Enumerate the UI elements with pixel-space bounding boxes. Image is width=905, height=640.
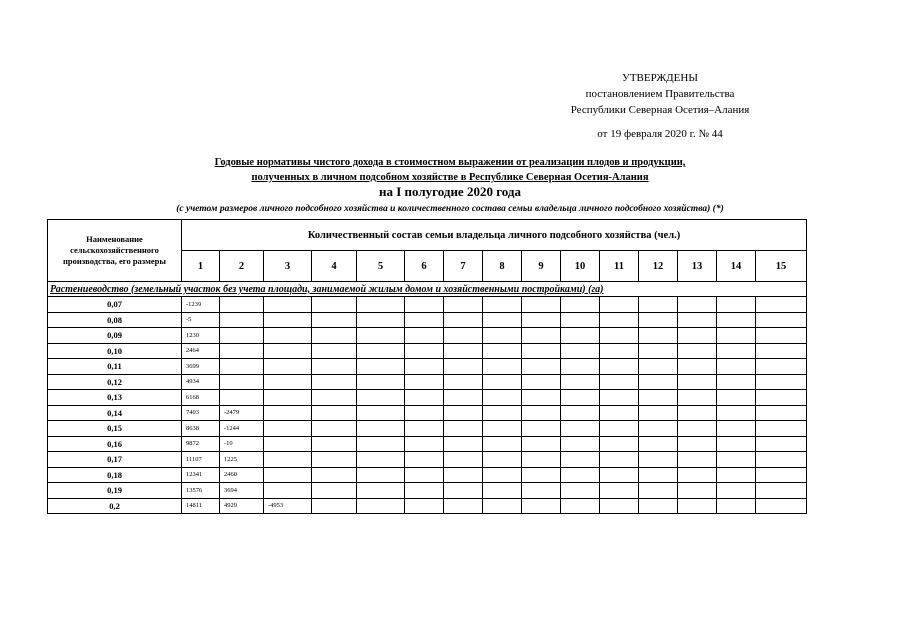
value-cell [264,390,312,406]
plot-size-cell: 0,10 [48,343,182,359]
value-cell [639,359,678,375]
value-cell [357,343,405,359]
value-cell [756,343,807,359]
value-cell [444,436,483,452]
title-line-1: Годовые нормативы чистого дохода в стоимостном выражении от реализации плодов и продукции, [214,157,686,168]
value-cell [717,483,756,499]
value-cell [717,359,756,375]
value-cell [357,467,405,483]
value-cell [717,312,756,328]
value-cell: -2479 [220,405,264,421]
value-cell [405,374,444,390]
value-cell [312,483,357,499]
value-cell [312,312,357,328]
value-cell [444,312,483,328]
value-cell [756,436,807,452]
table-row [48,467,807,483]
value-cell: 12341 [182,467,220,483]
value-cell [312,467,357,483]
value-cell [717,467,756,483]
header-family-cell: Количественный состав семьи владельца личного подсобного хозяйства (чел.) [182,220,807,251]
value-cell [678,390,717,406]
plot-size-cell: 0,08 [48,312,182,328]
value-cell [312,405,357,421]
value-cell: 3699 [182,359,220,375]
norms-table [47,219,807,514]
value-cell [639,452,678,468]
value-cell [756,328,807,344]
value-cell [483,483,522,499]
value-cell: 1225 [220,452,264,468]
value-cell: 9872 [182,436,220,452]
value-cell [312,297,357,313]
value-cell [600,312,639,328]
value-cell [264,297,312,313]
value-cell [639,498,678,514]
value-cell [717,405,756,421]
value-cell [522,374,561,390]
value-cell [678,328,717,344]
value-cell [264,452,312,468]
value-cell [600,483,639,499]
value-cell [357,359,405,375]
value-cell [357,436,405,452]
value-cell [756,421,807,437]
value-cell: 8638 [182,421,220,437]
value-cell [756,483,807,499]
value-cell [600,405,639,421]
value-cell [561,374,600,390]
value-cell [220,312,264,328]
plot-size-cell: 0,13 [48,390,182,406]
value-cell [483,452,522,468]
value-cell [678,359,717,375]
value-cell [405,405,444,421]
value-cell [444,374,483,390]
value-cell [444,343,483,359]
value-cell: 4934 [182,374,220,390]
value-cell [678,483,717,499]
value-cell [522,483,561,499]
value-cell [357,390,405,406]
value-cell [483,343,522,359]
value-cell [600,421,639,437]
value-cell: -1239 [182,297,220,313]
value-cell [264,328,312,344]
value-cell [639,436,678,452]
value-cell [600,359,639,375]
value-cell [678,343,717,359]
value-cell [444,421,483,437]
value-cell [639,343,678,359]
value-cell [600,467,639,483]
value-cell [483,421,522,437]
value-cell [405,359,444,375]
value-cell [678,297,717,313]
value-cell [312,343,357,359]
value-cell [264,343,312,359]
value-cell [717,498,756,514]
value-cell [357,328,405,344]
value-cell [444,452,483,468]
table-row [48,297,807,313]
value-cell [639,328,678,344]
value-cell [561,452,600,468]
table-row [48,390,807,406]
column-number-header: 9 [522,251,561,282]
value-cell [756,374,807,390]
value-cell [405,452,444,468]
value-cell [717,343,756,359]
value-cell [522,452,561,468]
value-cell [756,498,807,514]
column-number-header: 4 [312,251,357,282]
approval-line-3: Республики Северная Осетия–Алания [570,104,750,116]
value-cell [483,312,522,328]
value-cell: 1230 [182,328,220,344]
value-cell [312,328,357,344]
value-cell [220,297,264,313]
value-cell [756,452,807,468]
column-number-header: 10 [561,251,600,282]
value-cell [405,483,444,499]
value-cell [405,421,444,437]
value-cell [522,328,561,344]
value-cell [220,374,264,390]
table-row [48,343,807,359]
value-cell [717,374,756,390]
value-cell [312,359,357,375]
value-cell: 4929 [220,498,264,514]
value-cell [405,390,444,406]
plot-size-cell: 0,15 [48,421,182,437]
value-cell [756,390,807,406]
plot-size-cell: 0,09 [48,328,182,344]
value-cell [220,359,264,375]
column-number-header: 1 [182,251,220,282]
header-name-cell: Наименование сельскохозяйственного производства, его размеры [48,220,182,282]
value-cell [357,498,405,514]
value-cell: 7403 [182,405,220,421]
table-row [48,374,807,390]
column-number-header: 12 [639,251,678,282]
value-cell [561,343,600,359]
value-cell [483,467,522,483]
value-cell [444,390,483,406]
value-cell [312,374,357,390]
value-cell [220,343,264,359]
value-cell [264,421,312,437]
value-cell [357,483,405,499]
value-cell [522,436,561,452]
value-cell: 2460 [220,467,264,483]
value-cell [678,452,717,468]
value-cell [264,483,312,499]
value-cell [600,297,639,313]
value-cell: 14811 [182,498,220,514]
value-cell [357,374,405,390]
value-cell [717,328,756,344]
value-cell [717,297,756,313]
value-cell [522,467,561,483]
value-cell [717,452,756,468]
value-cell [561,297,600,313]
approval-date: от 19 февраля 2020 г. № 44 [597,128,723,140]
value-cell [561,359,600,375]
column-number-header: 6 [405,251,444,282]
value-cell [600,374,639,390]
value-cell [444,328,483,344]
value-cell [600,498,639,514]
value-cell: 3694 [220,483,264,499]
value-cell [220,328,264,344]
value-cell [756,359,807,375]
value-cell [717,390,756,406]
value-cell [312,421,357,437]
value-cell [357,452,405,468]
value-cell [483,498,522,514]
value-cell [405,343,444,359]
column-number-header: 8 [483,251,522,282]
value-cell [444,405,483,421]
value-cell [312,452,357,468]
value-cell [561,312,600,328]
value-cell: -4953 [264,498,312,514]
value-cell [522,390,561,406]
section-title: Растениеводство (земельный участок без учета площади, занимаемой жилым домом и хозяйственными постройками) (га) [48,282,807,297]
value-cell [444,483,483,499]
value-cell [600,328,639,344]
table-row [48,312,807,328]
table-note: (с учетом размеров личного подсобного хозяйства и количественного состава семьи владельца личного подсобного хозяйства) (*) [176,204,724,214]
value-cell [522,405,561,421]
value-cell: 6168 [182,390,220,406]
value-cell [264,405,312,421]
value-cell [678,374,717,390]
value-cell [639,297,678,313]
approval-title: УТВЕРЖДЕНЫ [622,72,698,84]
table-row [48,483,807,499]
value-cell [357,297,405,313]
value-cell [483,328,522,344]
value-cell [264,359,312,375]
value-cell [561,328,600,344]
column-number-header: 5 [357,251,405,282]
value-cell: 13576 [182,483,220,499]
value-cell [483,297,522,313]
value-cell [639,374,678,390]
value-cell [561,405,600,421]
value-cell [405,328,444,344]
value-cell [522,343,561,359]
value-cell [756,312,807,328]
approval-line-2: постановлением Правительства [585,88,735,100]
value-cell [561,467,600,483]
value-cell [483,436,522,452]
value-cell [522,498,561,514]
value-cell [405,312,444,328]
value-cell [678,498,717,514]
value-cell [756,297,807,313]
value-cell: -5 [182,312,220,328]
plot-size-cell: 0,11 [48,359,182,375]
column-number-header: 11 [600,251,639,282]
value-cell [561,436,600,452]
value-cell [561,421,600,437]
value-cell [522,312,561,328]
plot-size-cell: 0,14 [48,405,182,421]
value-cell [357,421,405,437]
value-cell [483,359,522,375]
table-row [48,328,807,344]
value-cell [561,483,600,499]
table-row [48,405,807,421]
column-number-header: 14 [717,251,756,282]
value-cell [405,297,444,313]
value-cell [483,374,522,390]
value-cell [522,297,561,313]
value-cell [639,421,678,437]
value-cell: -1244 [220,421,264,437]
table-row [48,359,807,375]
document-title [40,155,860,185]
value-cell [483,405,522,421]
table-row [48,421,807,437]
column-number-header: 7 [444,251,483,282]
plot-size-cell: 0,12 [48,374,182,390]
value-cell: 2464 [182,343,220,359]
value-cell [405,436,444,452]
value-cell [639,467,678,483]
value-cell [678,312,717,328]
value-cell [357,405,405,421]
value-cell [405,498,444,514]
plot-size-cell: 0,18 [48,467,182,483]
plot-size-cell: 0,17 [48,452,182,468]
value-cell [444,467,483,483]
value-cell [639,390,678,406]
column-number-header: 3 [264,251,312,282]
value-cell [220,390,264,406]
value-cell [561,498,600,514]
value-cell: 11107 [182,452,220,468]
table-row [48,436,807,452]
plot-size-cell: 0,07 [48,297,182,313]
approval-block [540,70,780,142]
value-cell [561,390,600,406]
value-cell [444,498,483,514]
column-number-header: 2 [220,251,264,282]
column-number-header: 15 [756,251,807,282]
value-cell [756,467,807,483]
value-cell [522,421,561,437]
value-cell [717,436,756,452]
value-cell [264,467,312,483]
table-row [48,498,807,514]
value-cell [600,390,639,406]
value-cell [264,436,312,452]
value-cell [264,374,312,390]
value-cell [405,467,444,483]
value-cell: -10 [220,436,264,452]
title-line-2: полученных в личном подсобном хозяйстве в Республике Северная Осетия-Алания [251,172,649,183]
value-cell [312,390,357,406]
section-row [48,282,807,297]
value-cell [639,483,678,499]
value-cell [639,405,678,421]
value-cell [444,359,483,375]
value-cell [678,467,717,483]
value-cell [600,452,639,468]
value-cell [600,343,639,359]
value-cell [312,498,357,514]
table-row [48,452,807,468]
value-cell [600,436,639,452]
value-cell [444,297,483,313]
value-cell [678,421,717,437]
value-cell [264,312,312,328]
value-cell [678,436,717,452]
value-cell [522,359,561,375]
plot-size-cell: 0,2 [48,498,182,514]
plot-size-cell: 0,16 [48,436,182,452]
value-cell [678,405,717,421]
value-cell [312,436,357,452]
value-cell [483,390,522,406]
column-number-header: 13 [678,251,717,282]
value-cell [639,312,678,328]
plot-size-cell: 0,19 [48,483,182,499]
value-cell [717,421,756,437]
period-title: на I полугодие 2020 года [379,184,521,199]
value-cell [756,405,807,421]
value-cell [357,312,405,328]
